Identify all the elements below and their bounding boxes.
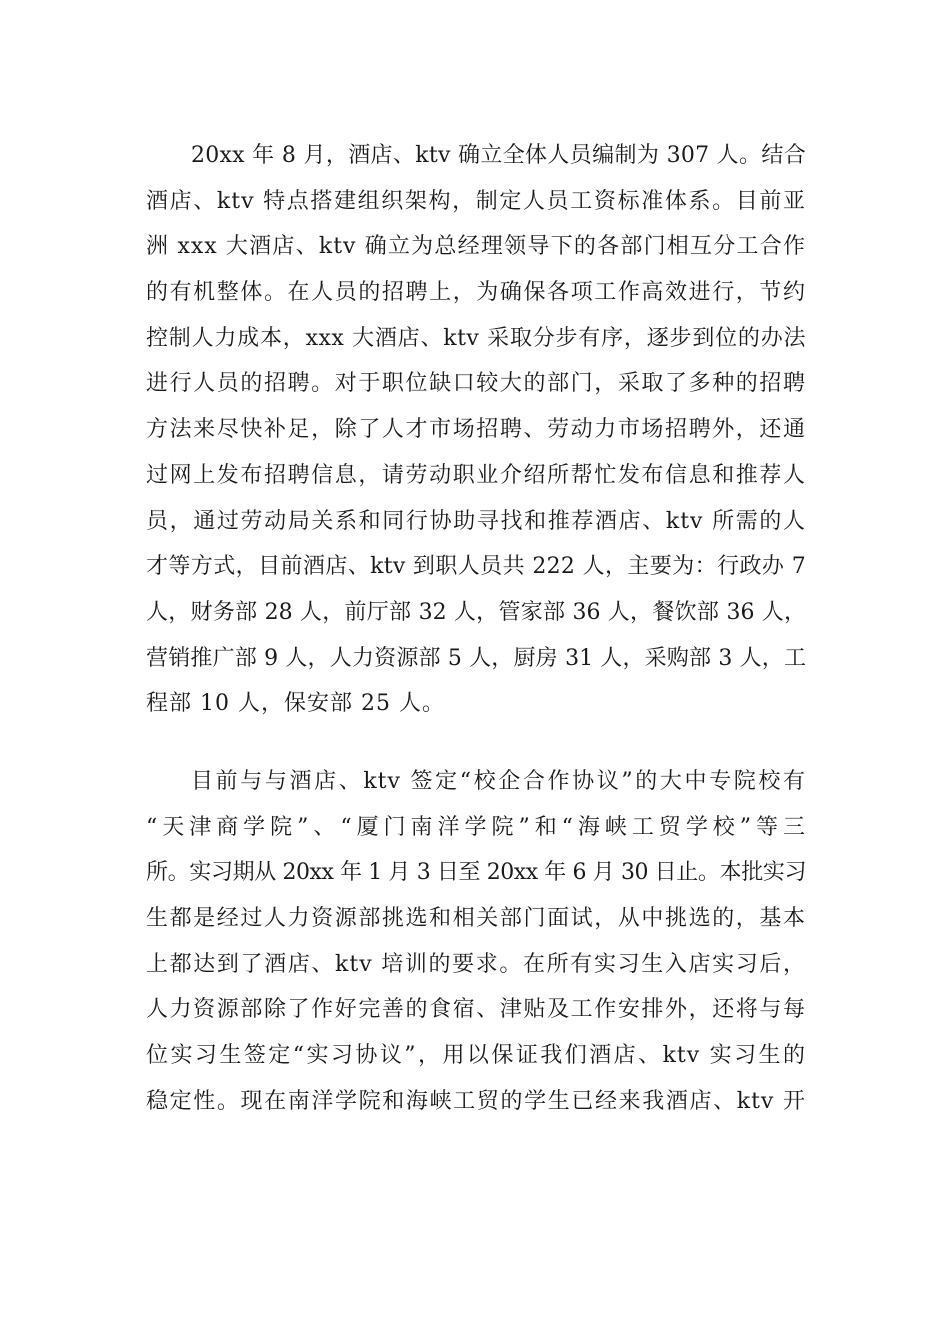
- text-line: 酒店、ktv 特点搭建组织架构，制定人员工资标准体系。目前亚: [146, 188, 806, 214]
- text-line: 生都是经过人力资源部挑选和相关部门面试，从中挑选的，基本: [146, 906, 806, 931]
- text-line: 位实习生签定“实习协议”，用以保证我们酒店、ktv 实习生的: [146, 1043, 806, 1069]
- text-line: 稳定性。现在南洋学院和海峡工贸的学生已经来我酒店、ktv 开: [146, 1088, 806, 1114]
- text-line: 过网上发布招聘信息，请劳动职业介绍所帮忙发布信息和推荐人: [146, 462, 806, 488]
- text-line: 人，财务部 28 人，前厅部 32 人，管家部 36 人，餐饮部 36 人，: [146, 599, 806, 625]
- text-line: 所。实习期从 20xx 年 1 月 3 日至 20xx 年 6 月 30 日止。本批实习: [146, 860, 806, 886]
- text-line: 20xx 年 8 月，酒店、ktv 确立全体人员编制为 307 人。结合: [191, 143, 806, 168]
- text-line: 目前与与酒店、ktv 签定“校企合作协议”的大中专院校有: [191, 768, 806, 794]
- text-line: 进行人员的招聘。对于职位缺口较大的部门，采取了多种的招聘: [146, 371, 806, 397]
- text-line: “天津商学院”、“厦门南洋学院”和“海峡工贸学校”等三: [146, 814, 806, 840]
- text-line: 上都达到了酒店、ktv 培训的要求。在所有实习生入店实习后，: [146, 951, 806, 977]
- text-line: 的有机整体。在人员的招聘上，为确保各项工作高效进行，节约: [146, 280, 806, 306]
- text-line: 才等方式，目前酒店、ktv 到职人员共 222 人，主要为：行政办 7: [146, 554, 806, 580]
- text-line: 员，通过劳动局关系和同行协助寻找和推荐酒店、ktv 所需的人: [146, 508, 806, 534]
- text-line: 程部 10 人，保安部 25 人。: [146, 691, 445, 717]
- text-line: 方法来尽快补足，除了人才市场招聘、劳动力市场招聘外，还通: [146, 417, 806, 443]
- paragraph-spacer: [146, 727, 806, 759]
- paragraph-interns: [146, 759, 806, 1125]
- text-line: 洲 xxx 大酒店、ktv 确立为总经理领导下的各部门相互分工合作: [146, 234, 806, 260]
- document-page: [146, 133, 806, 1124]
- text-line: 控制人力成本，xxx 大酒店、ktv 采取分步有序，逐步到位的办法: [146, 325, 806, 351]
- text-line: 营销推广部 9 人，人力资源部 5 人，厨房 31 人，采购部 3 人，工: [146, 645, 806, 671]
- text-line: 人力资源部除了作好完善的食宿、津贴及工作安排外，还将与每: [146, 997, 806, 1023]
- paragraph-staffing: [146, 133, 806, 727]
